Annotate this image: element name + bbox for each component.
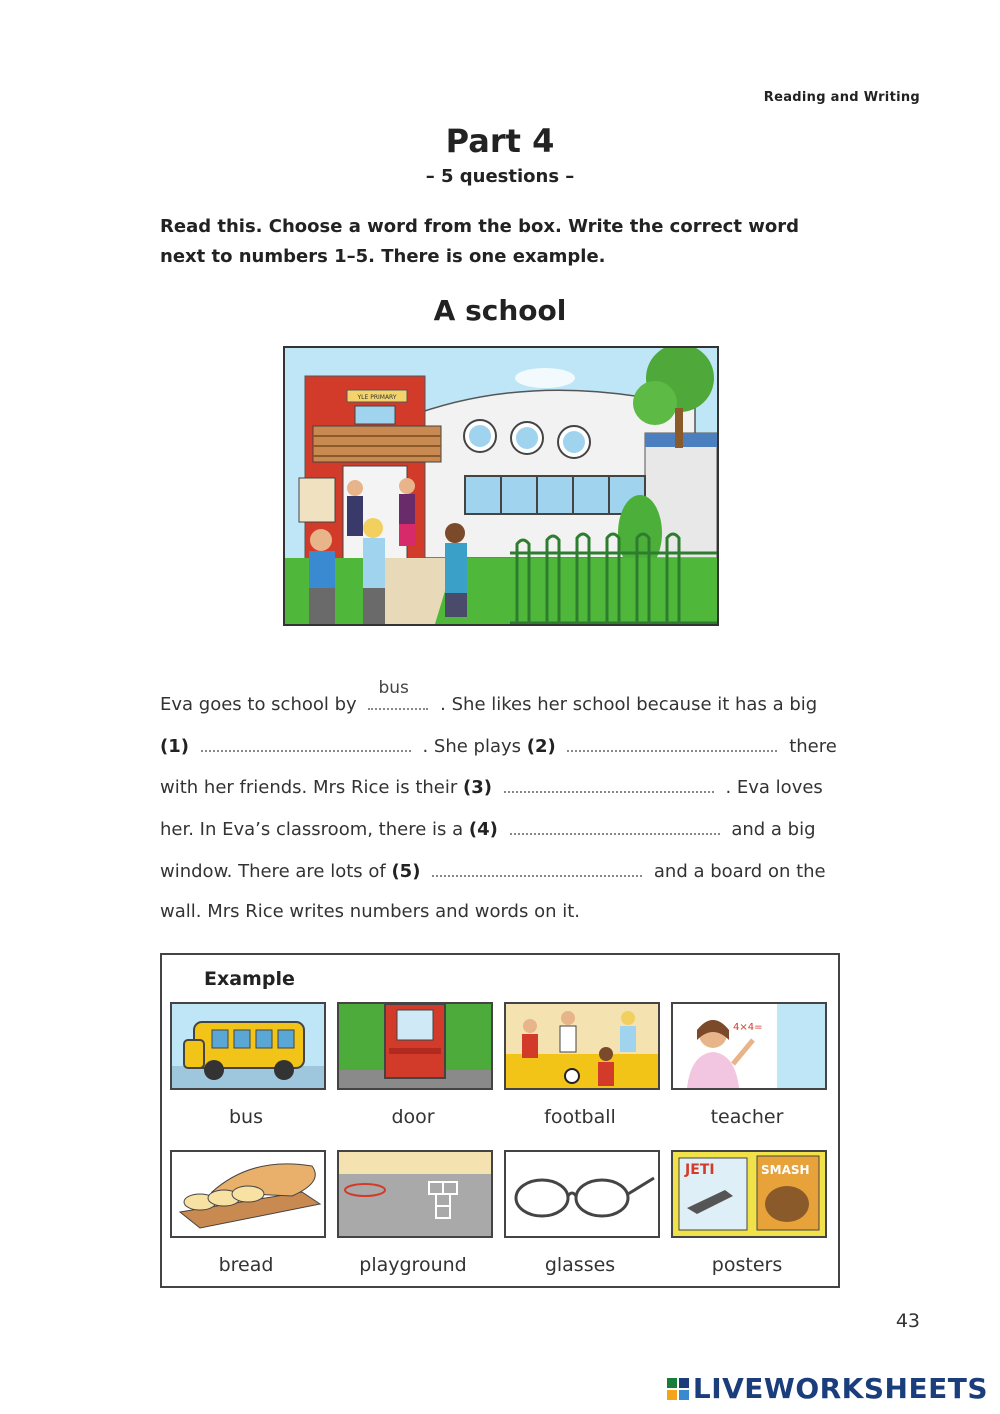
word-glasses: glasses (544, 1254, 616, 1276)
playground-picture (337, 1150, 493, 1238)
story-text: there (789, 736, 837, 757)
door-picture (337, 1002, 493, 1090)
posters-picture (671, 1150, 827, 1238)
answer-blank-2[interactable] (567, 734, 777, 752)
story-text: . Eva loves (725, 777, 823, 798)
example-answer-blank (368, 678, 428, 710)
part-title: Part 4 (445, 122, 555, 160)
story-text: . She likes her school because it has a big (440, 694, 818, 715)
answer-blank-5[interactable] (432, 859, 642, 877)
story-title: A school (433, 294, 567, 327)
example-label: Example (204, 968, 295, 990)
logo-text: LIVEWORKSHEETS (692, 1372, 988, 1405)
story-text: and a board on the (653, 861, 826, 882)
poster-text-2: SMASH (761, 1163, 810, 1177)
word-football: football (544, 1106, 616, 1128)
answer-blank-3[interactable] (504, 775, 714, 793)
story-text: window. There are lots of (160, 861, 386, 882)
word-teacher: teacher (710, 1106, 784, 1128)
poster-text-1: JETI (685, 1162, 715, 1178)
story-text: . She plays (422, 736, 522, 757)
question-number-2: (2) (526, 736, 556, 757)
story-text: Eva goes to school by (160, 694, 357, 715)
instructions: Read this. Choose a word from the box. Write the correct word next to numbers 1–5. There is one example. (160, 216, 799, 267)
school-sign-text: YLE PRIMARY (357, 394, 397, 401)
story-line-2 (160, 734, 837, 757)
story-line-5 (160, 859, 826, 882)
logo-grid-icon (667, 1378, 689, 1400)
glasses-picture (504, 1150, 660, 1238)
word-playground: playground (359, 1254, 467, 1276)
bread-picture (170, 1150, 326, 1238)
question-number-1: (1) (160, 736, 189, 757)
story-line-3 (160, 775, 823, 798)
section-header: Reading and Writing (763, 90, 920, 105)
page-number: 43 (895, 1310, 920, 1332)
story-line-6: wall. Mrs Rice writes numbers and words on it. (160, 901, 580, 922)
story-line-1 (160, 678, 818, 715)
football-picture (504, 1002, 660, 1090)
story-text: her. In Eva’s classroom, there is a (160, 819, 464, 840)
word-door: door (391, 1106, 435, 1128)
part-subtitle: – 5 questions – (425, 166, 575, 187)
question-number-3: (3) (463, 777, 492, 798)
question-number-5: (5) (391, 861, 421, 882)
story-line-4 (160, 817, 816, 840)
word-posters: posters (711, 1254, 783, 1276)
story-text: with her friends. Mrs Rice is their (160, 777, 458, 798)
liveworksheets-logo[interactable] (667, 1372, 988, 1405)
school-illustration (283, 346, 719, 626)
svg-text:4×4=: 4×4= (733, 1022, 763, 1033)
bus-picture (170, 1002, 326, 1090)
answer-blank-4[interactable] (510, 817, 720, 835)
answer-blank-1[interactable] (201, 734, 411, 752)
example-answer: bus (378, 678, 409, 698)
word-bus: bus (228, 1106, 263, 1128)
question-number-4: (4) (468, 819, 498, 840)
story-text: and a big (731, 819, 816, 840)
teacher-picture (671, 1002, 827, 1090)
word-bread: bread (218, 1254, 274, 1276)
